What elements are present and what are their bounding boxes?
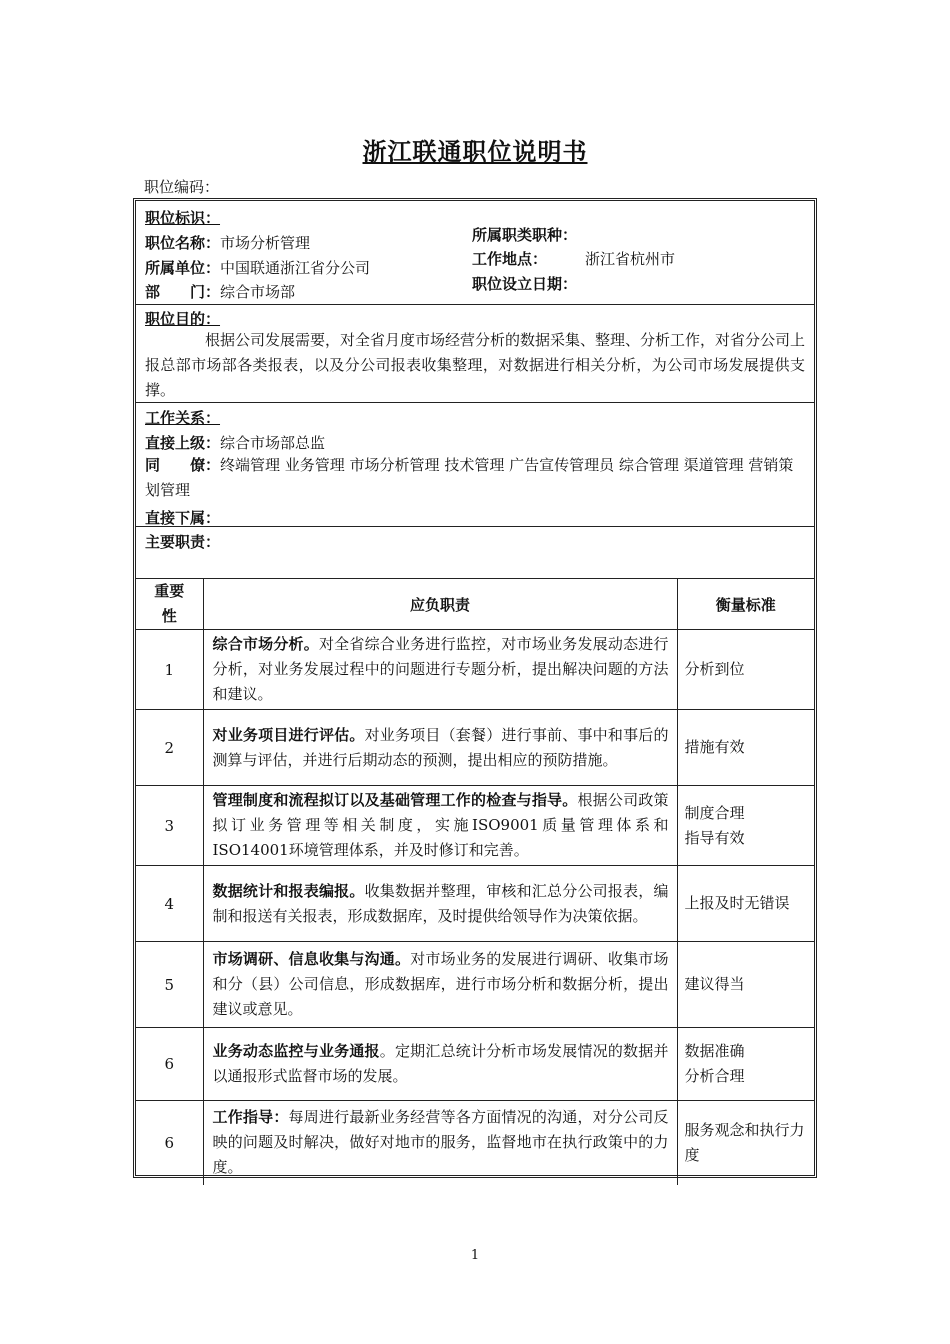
duty-title: 管理制度和流程拟订以及基础管理工作的检查与指导。 [212,791,578,809]
standard-line: 建议得当 [684,975,745,993]
identity-heading: 职位标识： [145,209,221,227]
measure-standard [677,710,814,786]
duties-table-header [136,579,814,630]
measure-standard [677,630,814,710]
table-row [136,786,814,866]
duty-description [203,710,677,786]
duty-title: 综合市场分析。 [212,635,319,653]
job-description-frame [133,198,817,1178]
identity-section [136,201,814,305]
duty-detail: 根据公司政策拟订业务管理等相关制度，实施ISO9001质量管理体系和ISO14001环境管理体系，并及时修订和完善。 [212,791,669,859]
duties-table [136,579,814,1185]
duty-description [203,866,677,942]
duty-description [203,1101,677,1185]
importance-number: 6 [136,1028,203,1101]
table-row [136,1028,814,1101]
measure-standard [677,786,814,866]
duty-description [203,786,677,866]
importance-number: 6 [136,1101,203,1185]
unit-label: 所属单位： [145,259,221,277]
duty-description [203,630,677,710]
colleagues-label: 同 僚： [145,456,221,474]
duty-description [203,942,677,1028]
importance-number: 3 [136,786,203,866]
importance-number: 1 [136,630,203,710]
unit-value: 中国联通浙江省分公司 [220,259,371,277]
duty-detail: 对全省综合业务进行监控，对市场业务发展动态进行分析，对业务发展过程中的问题进行专题分析，提出解决问题的方法和建议。 [212,635,669,703]
standard-header: 衡量标准 [677,579,814,630]
table-row [136,866,814,942]
measure-standard [677,1028,814,1101]
page-number: 1 [470,1248,480,1263]
standard-line: 上报及时无错误 [684,894,790,912]
table-row [136,1101,814,1185]
duty-detail: 对市场业务的发展进行调研、收集市场和分（县）公司信息，形成数据库，进行市场分析和数据分析，提出建议或意见。 [212,950,669,1018]
purpose-text: 根据公司发展需要，对全省月度市场经营分析的数据采集、整理、分析工作，对省分公司上报总部市场部各类报表，以及分公司报表收集整理，对数据进行相关分析，为公司市场发展提供支撑。 [145,331,806,399]
standard-line: 制度合理 [684,803,745,822]
purpose-heading: 职位目的： [145,310,221,328]
unit-row [145,257,370,278]
duty-detail: 收集数据并整理，审核和汇总分公司报表，编制和报送有关报表，形成数据库，及时提供给领导作为决策依据。 [212,881,669,925]
duty-detail: 。定期汇总统计分析市场发展情况的数据并以通报形式监督市场的发展。 [212,1042,669,1085]
location-label: 工作地点： [472,250,548,268]
importance-number: 2 [136,710,203,786]
duty-detail: 每周进行最新业务经营等各方面情况的沟通，对分公司反映的问题及时解决，做好对地市的服务，监督地市在执行政策中的力度。 [212,1108,669,1177]
importance-header: 重要性 [136,579,203,630]
established-date-label: 职位设立日期： [472,275,578,293]
duty-title: 市场调研、信息收集与沟通。 [212,950,411,968]
position-name-label: 职位名称： [145,234,221,252]
superior-label: 直接上级： [145,434,221,452]
measure-standard [677,866,814,942]
standard-line: 指导有效 [684,828,745,847]
position-code-label: 职位编码： [144,178,220,196]
relations-section [136,403,814,527]
position-name-row [145,232,310,253]
location-value: 浙江省杭州市 [585,250,676,268]
document-title: 浙江联通职位说明书 [362,137,588,166]
duty-detail: 对业务项目（套餐）进行事前、事中和事后的测算与评估，并进行后期动态的预测，提出相应的预防措施。 [212,725,669,769]
colleagues-row [145,453,805,503]
duties-heading: 主要职责： [145,533,221,551]
colleagues-value: 终端管理 业务管理 市场分析管理 技术管理 广告宣传管理员 综合管理 渠道管理 营销策划管理 [145,456,794,499]
standard-line: 分析到位 [684,660,745,678]
subordinate-label: 直接下属： [145,509,221,527]
dept-label: 部 门： [145,283,221,301]
standard-line: 服务观念和执行力度 [684,1120,805,1164]
duty-title: 业务动态监控与业务通报 [212,1042,380,1060]
superior-row [145,432,325,453]
standard-line: 措施有效 [684,738,745,756]
dept-row [145,281,295,302]
duty-title: 工作指导： [212,1108,289,1127]
purpose-section [136,305,814,403]
duty-title: 对业务项目进行评估。 [212,725,365,744]
location-row [472,248,675,269]
table-row [136,710,814,786]
importance-number: 5 [136,942,203,1028]
table-row [136,630,814,710]
importance-number: 4 [136,866,203,942]
measure-standard [677,1101,814,1185]
dept-value: 综合市场部 [220,283,296,301]
category-label: 所属职类职种： [472,226,578,244]
duties-section [136,527,814,579]
relations-heading: 工作关系： [145,409,221,427]
table-row [136,942,814,1028]
measure-standard [677,942,814,1028]
duty-description [203,1028,677,1101]
duty-header: 应负职责 [203,579,677,630]
standard-line: 数据准确 [684,1042,745,1060]
standard-line: 分析合理 [684,1067,745,1085]
position-name-value: 市场分析管理 [220,234,311,252]
superior-value: 综合市场部总监 [220,434,326,452]
duty-title: 数据统计和报表编报。 [212,881,365,900]
